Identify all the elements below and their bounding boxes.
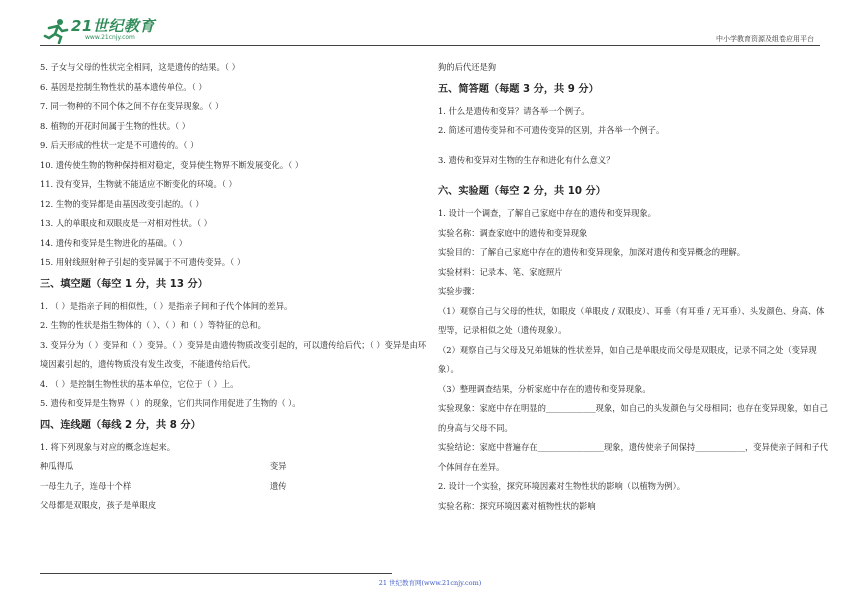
judgement-item: 13. 人的单眼皮和双眼皮是一对相对性状。（ ） xyxy=(40,218,212,228)
experiment-line: 2. 设计一个实验，探究环境因素对生物性状的影响（以植物为例）。 xyxy=(438,481,686,491)
answer-space xyxy=(438,170,828,180)
match-concept[interactable]: 变异 xyxy=(270,461,287,471)
fill-item: 2. 生物的性状是指生物体的（ ）、（ ）和（ ）等特征的总和。 xyxy=(40,320,266,330)
logo-title: 21世纪教育 xyxy=(71,17,155,35)
match-row xyxy=(40,477,428,497)
runner-logo-icon xyxy=(43,18,69,44)
match-intro: 1. 将下列现象与对应的概念连起来。 xyxy=(40,441,176,452)
match-phenomenon[interactable]: 一母生九子，连母十个样 xyxy=(40,480,132,491)
experiment-line: 实验材料：记录本、笔、家庭照片 xyxy=(438,266,563,277)
match-row xyxy=(40,457,428,477)
section-title-match: 四、连线题（每线 2 分，共 8 分） xyxy=(40,419,201,431)
experiment-line: 1. 设计一个调查，了解自己家庭中存在的遗传和变异现象。 xyxy=(438,208,656,218)
judgement-item: 6. 基因是控制生物性状的基本遗传单位。（ ） xyxy=(40,81,207,92)
experiment-line: 实验现象：家庭中存在明显的____________现象，如自己的头发颜色与父母相同；也存在变异现象，如自己的身高与父母不同。 xyxy=(438,403,828,433)
section-title-short: 五、简答题（每题 3 分，共 9 分） xyxy=(438,83,599,95)
experiment-line: （1）观察自己与父母的性状，如眼皮（单眼皮 / 双眼皮）、耳垂（有耳垂 / 无耳垂）、头发颜色、身高、体型等，记录相似之处（遗传现象）。 xyxy=(438,305,825,335)
judgement-item: 14. 遗传和变异是生物进化的基础。（ ） xyxy=(40,237,188,248)
experiment-line: （3）整理调查结果，分析家庭中存在的遗传和变异现象。 xyxy=(438,383,651,394)
fill-item: 4. （ ）是控制生物性状的基本单位，它位于（ ）上。 xyxy=(40,378,239,389)
header-rule xyxy=(40,45,820,46)
experiment-line: 实验名称：探究环境因素对植物性状的影响 xyxy=(438,500,596,511)
short-item: 1. 什么是遗传和变异？请各举一个例子。 xyxy=(438,105,590,116)
experiment-line: 实验名称：调查家庭中的遗传和变异现象 xyxy=(438,227,588,238)
experiment-line: 实验结论：家庭中普遍存在________________现象，遗传使亲子间保持____________，变异使亲子间和子代个体间存在差异。 xyxy=(438,442,828,472)
section-title-fill: 三、填空题（每空 1 分，共 13 分） xyxy=(40,278,208,290)
right-column xyxy=(438,58,828,516)
short-item: 2. 简述可遗传变异和不可遗传变异的区别，并各举一个例子。 xyxy=(438,125,665,135)
judgement-item: 11. 没有变异，生物就不能适应不断变化的环境。（ ） xyxy=(40,179,237,189)
section-title-experiment: 六、实验题（每空 2 分，共 10 分） xyxy=(438,186,606,197)
judgement-item: 15. 用射线照射种子引起的变异属于不可遗传变异。（ ） xyxy=(40,257,246,267)
match-phenomenon[interactable]: 种瓜得瓜 xyxy=(40,461,74,471)
match-row xyxy=(40,496,428,516)
fill-item: 5. 遗传和变异是生物界（ ）的现象，它们共同作用促进了生物的（ ）。 xyxy=(40,398,301,408)
logo-url: www.21cnjy.com xyxy=(85,34,135,41)
footer-link[interactable]: 21 世纪教育网(www.21cnjy.com) xyxy=(378,579,482,587)
experiment-line: 实验步骤： xyxy=(438,286,480,296)
footer-rule xyxy=(40,573,392,574)
header-tagline: 中小学教育资源及组卷应用平台 xyxy=(716,35,814,43)
match-phenomenon[interactable]: 父母都是双眼皮，孩子是单眼皮 xyxy=(40,500,157,510)
judgement-item: 12. 生物的变异都是由基因改变引起的。（ ） xyxy=(40,198,204,209)
judgement-item: 8. 植物的开花时间属于生物的性状。（ ） xyxy=(40,120,191,131)
answer-space xyxy=(438,141,828,151)
judgement-item: 7. 同一物种的不同个体之间不存在变异现象。（ ） xyxy=(40,101,224,111)
fill-item: 3. 变异分为（ ）变异和（ ）变异。（ ）变异是由遗传物质改变引起的，可以遗传给后代；（ ）变异是由环境因素引起的，遗传物质没有发生改变，不能遗传给后代。 xyxy=(40,339,427,369)
judgement-item: 5. 子女与父母的性状完全相同，这是遗传的结果。（ ） xyxy=(40,62,240,72)
match-concept[interactable]: 遗传 xyxy=(270,480,287,491)
site-logo[interactable] xyxy=(43,18,155,44)
judgement-item: 10. 遗传使生物的物种保持相对稳定，变异使生物界不断发展变化。（ ） xyxy=(40,159,304,170)
experiment-line: 实验目的：了解自己家庭中存在的遗传和变异现象，加深对遗传和变异概念的理解。 xyxy=(438,247,745,257)
fill-item: 1. （ ）是指亲子间的相似性，（ ）是指亲子间和子代个体间的差异。 xyxy=(40,300,293,311)
judgement-item: 9. 后天形成的性状一定是不可遗传的。（ ） xyxy=(40,140,199,150)
left-column xyxy=(40,58,428,516)
short-item: 3. 遗传和变异对生物的生存和进化有什么意义？ xyxy=(438,154,615,165)
continued-text: 狗的后代还是狗 xyxy=(438,62,497,72)
experiment-line: （2）观察自己与父母及兄弟姐妹的性状差异，如自己是单眼皮而父母是双眼皮，记录不同之处（变异现象）。 xyxy=(438,344,817,374)
